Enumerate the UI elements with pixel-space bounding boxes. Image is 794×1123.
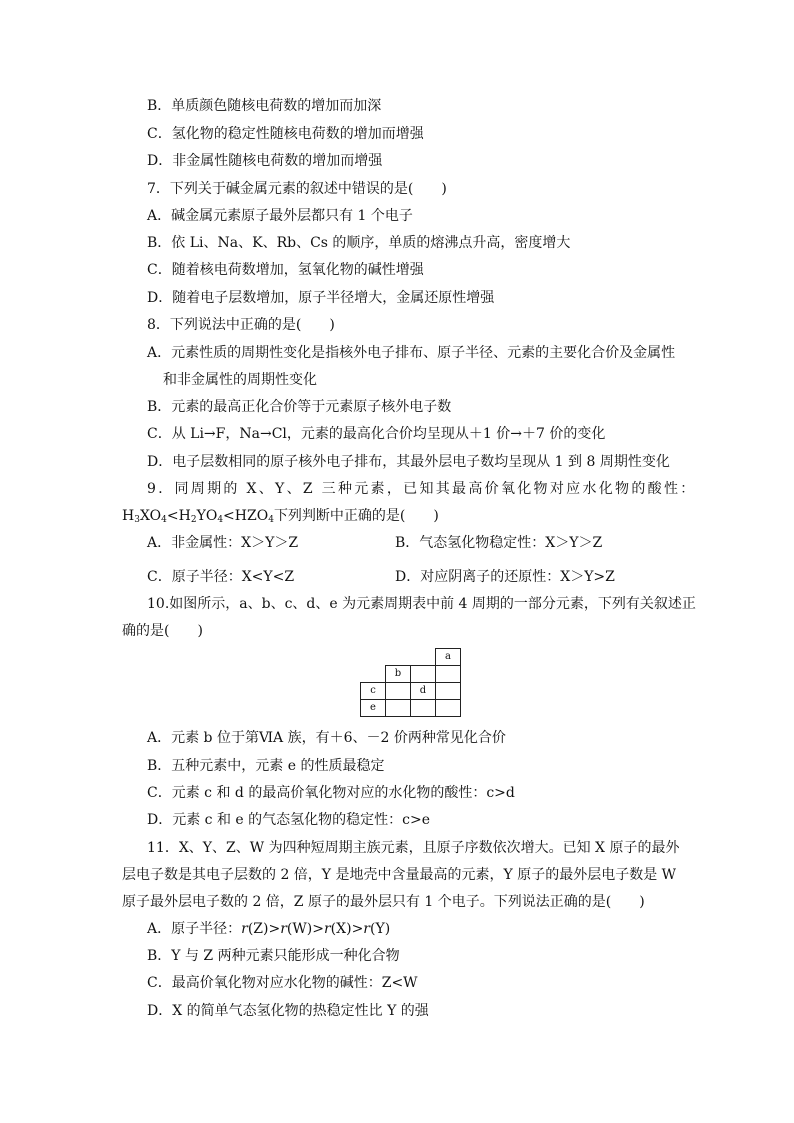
q11-option-d: D．X 的简单气态氢化物的热稳定性比 Y 的强 [147, 1003, 429, 1019]
q8-option-b: B．元素的最高正化合价等于元素原子核外电子数 [147, 399, 452, 415]
q7-option-a: A．碱金属元素原子最外层都只有 1 个电子 [147, 208, 413, 224]
q10-option-c: C．元素 c 和 d 的最高价氧化物对应的水化物的酸性：c>d [147, 785, 515, 801]
q9-option-d: D．对应阴离子的还原性：X＞Y>Z [395, 569, 615, 585]
q9-option-b: B．气态氢化物稳定性：X＞Y＞Z [395, 535, 603, 551]
q10-option-a: A．元素 b 位于第ⅥA 族，有＋6、－2 价两种常见化合价 [147, 730, 506, 746]
cell-e: e [361, 700, 386, 717]
cell-empty [386, 683, 411, 700]
question-9-line2: $H_3XO_4<H_2YO_4<HZO_4$下列判断中正确的是( ) [122, 508, 439, 525]
cell-c: c [361, 683, 386, 700]
question-10-line1: 10.如图所示，a、b、c、d、e 为元素周期表中前 4 周期的一部分元素，下列有关叙述正 [147, 596, 696, 612]
option-c-prev: C．氢化物的稳定性随核电荷数的增加而增强 [147, 126, 424, 142]
option-b-prev: B．单质颜色随核电荷数的增加而加深 [147, 98, 382, 114]
cell-empty [386, 700, 411, 717]
q8-option-d: D．电子层数相同的原子核外电子排布，其最外层电子数均呈现从 1 到 8 周期性变化 [147, 454, 670, 470]
option-d-prev: D．非金属性随核电荷数的增加而增强 [147, 153, 383, 169]
question-9-line1: 9．同周期的 X、Y、Z 三种元素，已知其最高价氧化物对应水化物的酸性： [147, 481, 697, 497]
q10-option-d: D．元素 c 和 e 的气态氢化物的稳定性：c>e [147, 812, 431, 828]
q7-option-d: D．随着电子层数增加，原子半径增大，金属还原性增强 [147, 290, 495, 306]
question-11-line3: 原子最外层电子数的 2 倍，Z 原子的最外层只有 1 个电子。下列说法正确的是( ) [122, 894, 645, 910]
acid-formula: $H_3XO_4<H_2YO_4<HZO_4$ [122, 508, 274, 525]
cell-b: b [386, 666, 411, 683]
q8-option-a-line1: A．元素性质的周期性变化是指核外电子排布、原子半径、元素的主要化合价及金属性 [147, 345, 676, 361]
q10-option-b: B．五种元素中，元素 e 的性质最稳定 [147, 758, 385, 774]
q9-option-c: C．原子半径：X<Y<Z [147, 569, 295, 585]
question-8: 8．下列说法中正确的是( ) [147, 317, 335, 333]
q8-option-c: C．从 Li→F，Na→Cl，元素的最高化合价均呈现从＋1 价→＋7 价的变化 [147, 426, 606, 442]
cell-empty [436, 666, 461, 683]
cell-a: a [436, 649, 461, 666]
question-11-line2: 层电子数是其电子层数的 2 倍，Y 是地壳中含量最高的元素，Y 原子的最外层电子数是 W [122, 867, 677, 883]
q9-option-a: A．非金属性：X＞Y＞Z [147, 535, 299, 551]
q8-option-a-line2: 和非金属性的周期性变化 [163, 372, 317, 388]
periodic-table-fragment [360, 648, 461, 717]
question-11-line1: 11．X、Y、Z、W 为四种短周期主族元素，且原子序数依次增大。已知 X 原子的最外 [147, 840, 680, 856]
q11-option-c: C．最高价氧化物对应水化物的碱性：Z<W [147, 975, 418, 991]
cell-empty [436, 683, 461, 700]
question-7: 7．下列关于碱金属元素的叙述中错误的是( ) [147, 181, 447, 197]
q11-option-a: A．原子半径：r(Z)>r(W)>r(X)>r(Y) [147, 921, 391, 937]
question-10-line2: 确的是( ) [122, 623, 203, 639]
cell-empty [436, 700, 461, 717]
cell-empty [411, 666, 436, 683]
q7-option-b: B．依 Li、Na、K、Rb、Cs 的顺序，单质的熔沸点升高，密度增大 [147, 235, 571, 251]
cell-empty [411, 700, 436, 717]
q11-option-b: B．Y 与 Z 两种元素只能形成一种化合物 [147, 948, 400, 964]
q7-option-c: C．随着核电荷数增加，氢氧化物的碱性增强 [147, 262, 424, 278]
cell-d: d [411, 683, 436, 700]
